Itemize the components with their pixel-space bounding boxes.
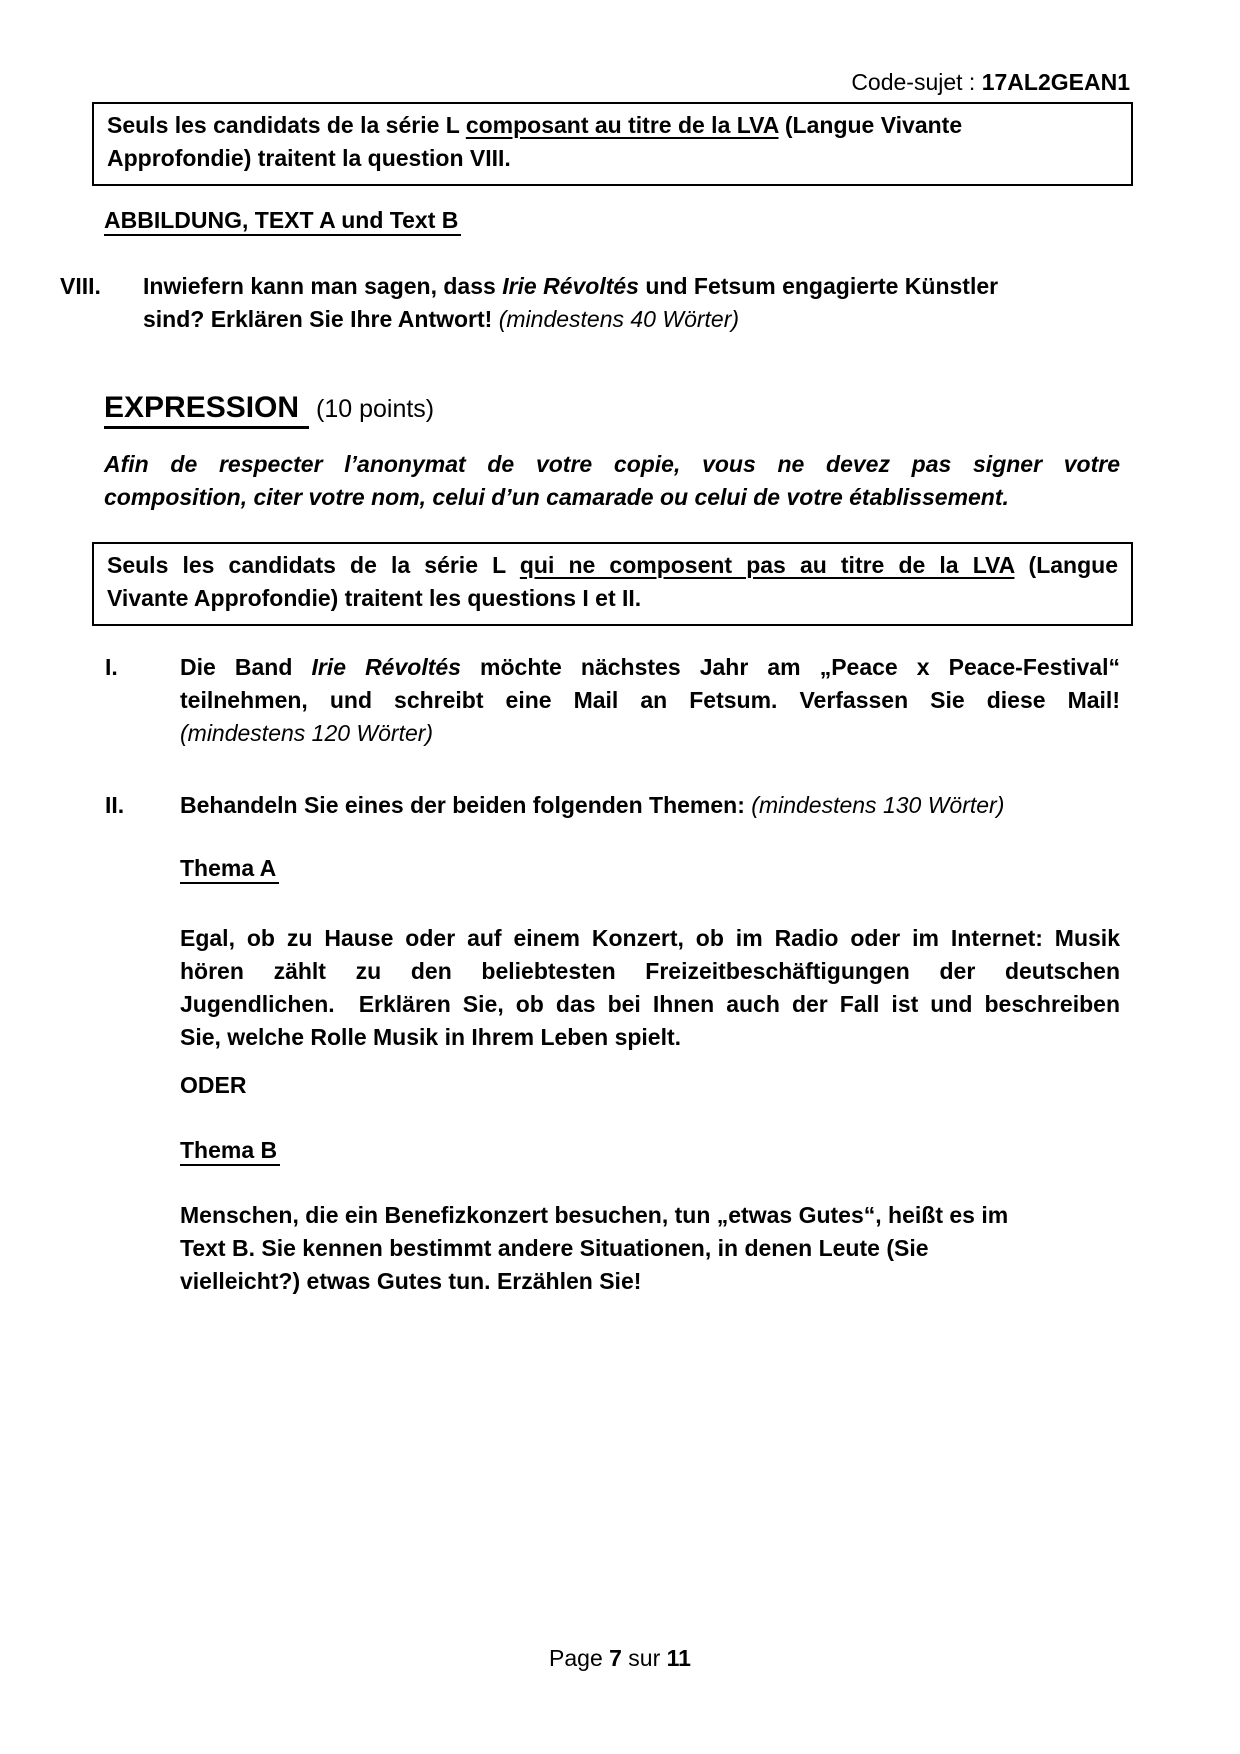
text-segment: sind? Erklären Sie Ihre Antwort! [143,306,499,332]
text-segment: Page [549,1645,610,1671]
text-segment: Seuls les candidats de la série L [107,552,520,578]
text-segment: (mindestens 40 Wörter) [498,306,740,332]
text-segment: qui ne composent pas au titre de la LVA [519,552,1015,578]
text-line: composition, citer votre nom, celui d’un camarade ou celui de votre établissement. [104,484,1009,510]
text-segment: Behandeln Sie eines der beiden folgenden Themen: [180,792,752,818]
anonymity-notice [104,448,1120,514]
header-code-sujet [104,66,1130,99]
thema-a-heading [180,852,279,885]
text-line [143,303,1120,336]
text-line: hören zählt zu den beliebtesten Freizeitbeschäftigungen der deutschen [180,958,1120,984]
text-line: Afin de respecter l’anonymat de votre copie, vous ne devez pas signer votre [104,451,1120,477]
thema-b-text [180,1199,1120,1298]
question-i [0,651,1240,750]
page-footer [0,1642,1240,1675]
text-line: vielleicht?) etwas Gutes tun. Erzählen Sie! [180,1268,642,1294]
text-segment: (Langue [1014,552,1118,578]
question-i-number: I. [105,654,118,680]
question-viii-text [143,270,1120,336]
text-segment: und Fetsum engagierte Künstler [638,273,999,299]
notice-line [107,109,1118,142]
question-viii [0,270,1240,336]
notice-box-non-lva [92,542,1133,626]
section-heading-expression [104,388,434,429]
text-segment: möchte nächstes Jahr am „Peace x Peace-Festival“ [460,654,1120,680]
text-line [180,789,1120,822]
text-line [180,717,1120,750]
text-line [180,651,1120,684]
text-segment: 17AL2GEAN1 [981,69,1130,95]
section-heading-abbildung-text: ABBILDUNG, TEXT A und Text B [104,207,461,236]
text-segment: (Langue Vivante [778,112,963,138]
text-segment: sur [621,1645,667,1671]
text-line: Sie, welche Rolle Musik in Ihrem Leben spielt. [180,1024,682,1050]
question-ii-number: II. [105,792,125,818]
thema-a-text [180,922,1120,1054]
text-segment: Approfondie) traitent la question VIII. [107,145,511,171]
text-segment: (mindestens 130 Wörter) [751,792,1005,818]
question-i-text [180,651,1120,750]
text-line: Jugendlichen. Erklären Sie, ob das bei Ihnen auch der Fall ist und beschreiben [180,991,1120,1017]
notice-line [107,582,1118,615]
text-segment: Seuls les candidats de la série L [107,112,466,138]
thema-b-heading-text: Thema B [180,1137,280,1166]
text-line: Text B. Sie kennen bestimmt andere Situationen, in denen Leute (Sie [180,1235,929,1261]
question-ii-text [180,789,1120,822]
text-line [143,270,1120,303]
question-viii-number: VIII. [60,273,101,299]
text-segment: (10 points) [309,395,435,423]
text-segment: teilnehmen, und schreibt eine Mail an Fetsum. Verfassen Sie diese Mail! [180,687,1120,713]
question-ii [0,789,1240,822]
text-segment: Die Band [180,654,312,680]
text-segment: Code-sujet : [851,69,982,95]
thema-a-heading-text: Thema A [180,855,279,884]
text-segment: 11 [666,1645,691,1671]
oder-separator: ODER [180,1072,247,1098]
text-segment: EXPRESSION [104,391,309,429]
text-segment: Irie Révoltés [311,654,461,680]
notice-line [107,549,1118,582]
section-heading-abbildung [104,204,461,237]
thema-b-heading [180,1134,280,1167]
notice-line [107,142,1118,175]
text-segment: (mindestens 120 Wörter) [180,720,434,746]
text-line [180,684,1120,717]
text-line: Egal, ob zu Hause oder auf einem Konzert, ob im Radio oder im Internet: Musik [180,925,1120,951]
text-segment: composant au titre de la LVA [465,112,779,138]
text-segment: Vivante Approfondie) traitent les questions I et II. [107,585,642,611]
text-segment: Irie Révoltés [502,273,639,299]
text-segment: 7 [609,1645,622,1671]
text-segment: Inwiefern kann man sagen, dass [143,273,503,299]
text-line: Menschen, die ein Benefizkonzert besuchen, tun „etwas Gutes“, heißt es im [180,1202,1009,1228]
notice-box-lva [92,102,1133,186]
